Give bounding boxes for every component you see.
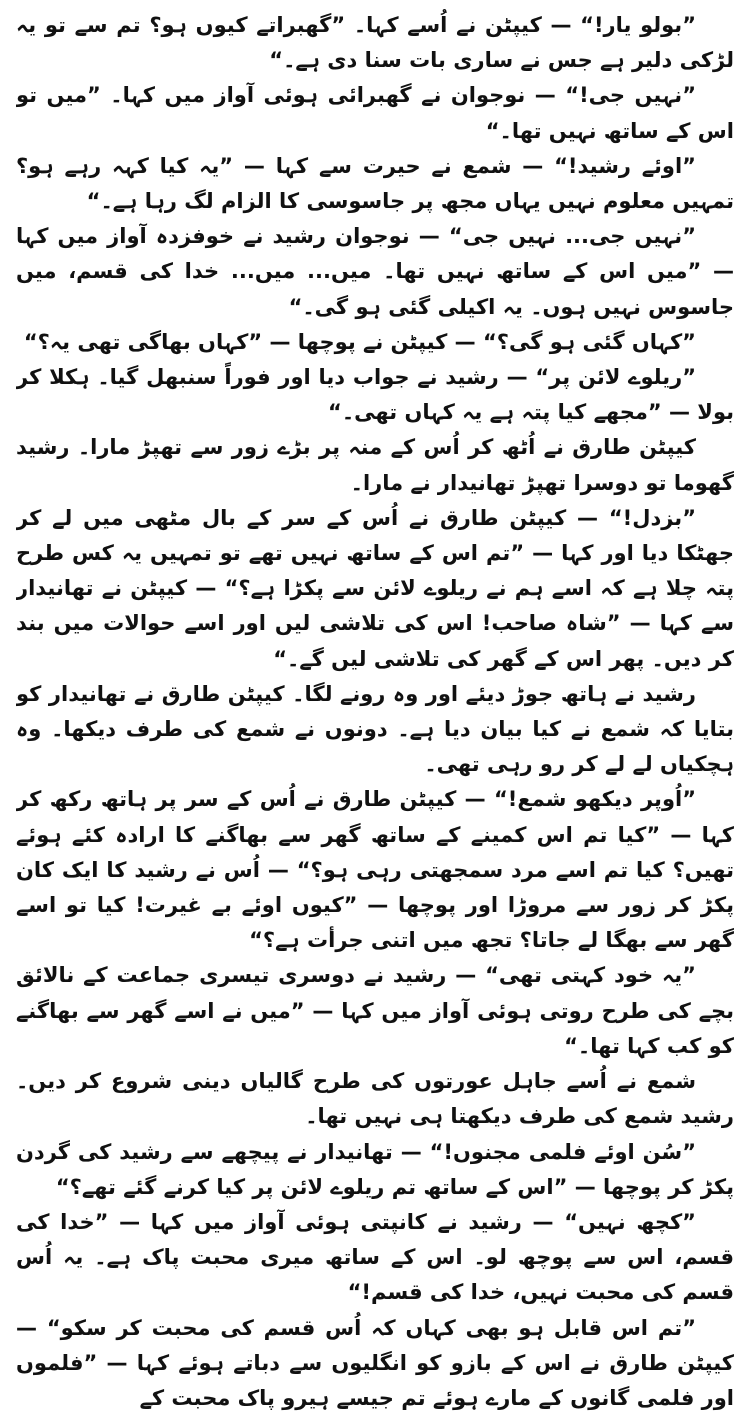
paragraph: کیپٹن طارق نے اُٹھ کر اُس کے منہ پر بڑے زور سے تھپڑ مارا۔ رشید گھوما تو دوسرا تھپڑ تھانیدار نے مارا۔ <box>16 435 734 495</box>
paragraph: ”اوئے رشید!“ — شمع نے حیرت سے کہا — ”یہ کیا کہہ رہے ہو؟ تمہیں معلوم نہیں یہاں مجھ پر جاسوسی کا الزام لگ رہا ہے۔“ <box>16 153 734 214</box>
paragraph: رشید نے ہاتھ جوڑ دیئے اور وہ رونے لگا۔ کیپٹن طارق نے تھانیدار کو بتایا کہ شمع نے کیا بیان دیا ہے۔ دونوں نے شمع کی طرف دیکھا۔ وہ ہچکیاں لے لے کر رو رہی تھی۔ <box>16 681 734 777</box>
paragraph: ”سُن اوئے فلمی مجنوں!“ — تھانیدار نے پیچھے سے رشید کی گردن پکڑ کر پوچھا — ”اس کے ساتھ تم ریلوے لائن پر کیا کرنے گئے تھے؟“ <box>16 1139 734 1199</box>
paragraph: ”نہیں جی... نہیں جی“ — نوجوان رشید نے خوفزدہ آواز میں کہا — ”میں اس کے ساتھ نہیں تھا۔ میں... میں... خدا کی قسم، میں جاسوس نہیں ہوں۔ یہ اکیلی گئی ہو گی۔“ <box>16 224 734 319</box>
paragraph: ”کہاں گئی ہو گی؟“ — کیپٹن نے پوچھا — ”کہاں بھاگی تھی یہ؟“ <box>23 329 696 354</box>
paragraph: شمع نے اُسے جاہل عورتوں کی طرح گالیاں دینی شروع کر دیں۔ رشید شمع کی طرف دیکھتا ہی نہیں تھا۔ <box>16 1069 734 1129</box>
paragraph: ”نہیں جی!“ — نوجوان نے گھبرائی ہوئی آواز میں کہا۔ ”میں تو اس کے ساتھ نہیں تھا۔“ <box>16 83 734 143</box>
paragraph: ”تم اس قابل ہو بھی کہاں کہ اُس قسم کی محبت کر سکو“ — کیپٹن طارق نے اس کے بازو کو انگلیوں سے دباتے ہوئے کہا — ”فلموں اور فلمی گانوں کے مارے ہوئے تم جیسے ہیرو پاک محبت کے <box>16 1315 734 1410</box>
urdu-text-body <box>16 8 734 1424</box>
paragraph: ”کچھ نہیں“ — رشید نے کانپتی ہوئی آواز میں کہا — ”خدا کی قسم، اس سے پوچھ لو۔ اس کے ساتھ میری محبت پاک ہے۔ یہ اُس قسم کی محبت نہیں، خدا کی قسم!“ <box>16 1209 734 1305</box>
paragraph: ”ریلوے لائن پر“ — رشید نے جواب دیا اور فوراً سنبھل گیا۔ ہکلا کر بولا — ”مجھے کیا پتہ ہے یہ کہاں تھی۔“ <box>16 365 734 425</box>
paragraph: ”بولو یار!“ — کیپٹن نے اُسے کہا۔ ”گھبراتے کیوں ہو؟ تم سے تو یہ لڑکی دلیر ہے جس نے ساری بات سنا دی ہے۔“ <box>16 13 734 73</box>
paragraph: ”یہ خود کہتی تھی“ — رشید نے دوسری تیسری جماعت کے نالائق بچے کی طرح روتی ہوئی آواز میں کہا — ”میں نے اسے گھر سے بھاگنے کو کب کہا تھا۔“ <box>16 963 734 1058</box>
paragraph: ”اُوپر دیکھو شمع!“ — کیپٹن طارق نے اُس کے سر پر ہاتھ رکھ کر کہا — ”کیا تم اس کمینے کے ساتھ گھر سے بھاگنے کا ارادہ کئے ہوئے تھیں؟ کیا تم اسے مرد سمجھتی رہی ہو؟“ — اُس نے رشید کا ایک کان پکڑ کر زور سے مروڑا اور پوچھا — ”کیوں اوئے بے غیرت! کیا تو اسے گھر سے بھگا لے جاتا؟ تجھ میں اتنی جرأت ہے؟“ <box>16 787 734 953</box>
paragraph: ”بزدل!“ — کیپٹن طارق نے اُس کے سر کے بال مٹھی میں لے کر جھٹکا دیا اور کہا — ”تم اس کے ساتھ نہیں تھے تو تمہیں یہ کس طرح پتہ چلا ہے کہ اسے ہم نے ریلوے لائن سے پکڑا ہے؟“ — کیپٹن نے تھانیدار سے کہا — ”شاہ صاحب! اس کی تلاشی لیں اور اسے حوالات میں بند کر دیں۔ پھر اس کے گھر کی تلاشی لیں گے۔“ <box>16 505 734 671</box>
